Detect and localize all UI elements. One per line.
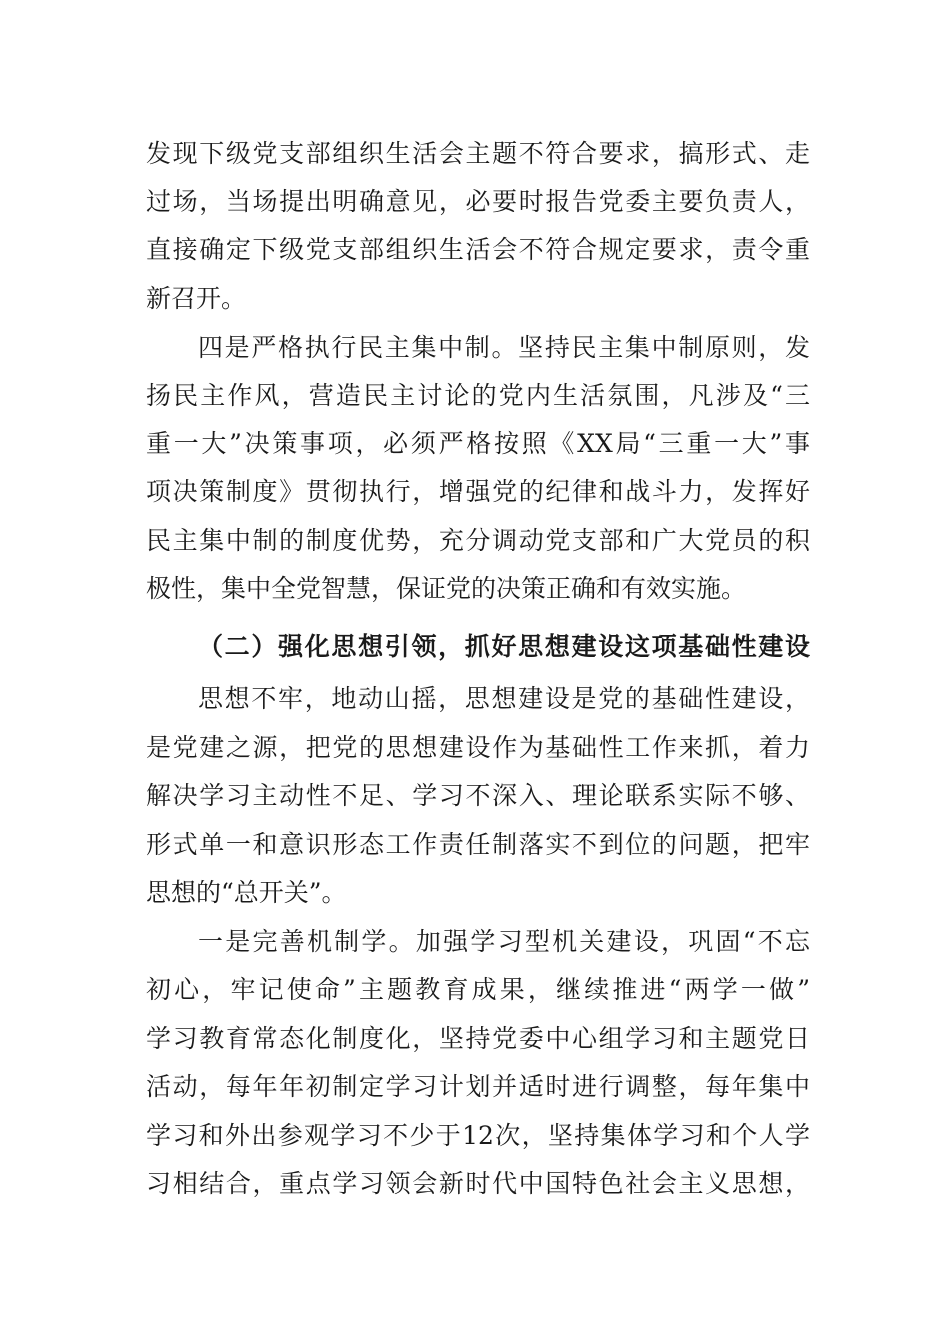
section-heading: （二）强化思想引领，抓好思想建设这项基础性建设 bbox=[198, 632, 810, 661]
text-line: 扬民主作风，营造民主讨论的党内生活氛围，凡涉及“三 bbox=[146, 381, 810, 410]
text-line: 习相结合，重点学习领会新时代中国特色社会主义思想， bbox=[146, 1169, 810, 1198]
text-line: 直接确定下级党支部组织生活会不符合规定要求，责令重 bbox=[146, 235, 810, 264]
text-line: 过场，当场提出明确意见，必要时报告党委主要负责人， bbox=[146, 187, 810, 216]
text-line: 解决学习主动性不足、学习不深入、理论联系实际不够、 bbox=[146, 781, 810, 810]
text-line: 是党建之源，把党的思想建设作为基础性工作来抓，着力 bbox=[146, 733, 810, 762]
text-line: 学习教育常态化制度化，坚持党委中心组学习和主题党日 bbox=[146, 1024, 810, 1053]
paragraph-first-line: 一是完善机制学。加强学习型机关建设，巩固“不忘 bbox=[198, 927, 810, 956]
text-line: 学习和外出参观学习不少于12次，坚持集体学习和个人学 bbox=[146, 1121, 810, 1150]
text-line: 项决策制度》贯彻执行，增强党的纪律和战斗力，发挥好 bbox=[146, 477, 810, 506]
text-line: 思想的“总开关”。 bbox=[146, 878, 347, 907]
text-line: 发现下级党支部组织生活会主题不符合要求，搞形式、走 bbox=[146, 139, 810, 168]
text-line: 初心，牢记使命”主题教育成果，继续推进“两学一做” bbox=[146, 975, 810, 1004]
paragraph-first-line: 四是严格执行民主集中制。坚持民主集中制原则，发 bbox=[198, 333, 810, 362]
text-line: 重一大”决策事项，必须严格按照《XX局“三重一大”事 bbox=[146, 429, 810, 458]
text-line: 新召开。 bbox=[146, 284, 247, 313]
text-line: 极性，集中全党智慧，保证党的决策正确和有效实施。 bbox=[146, 574, 747, 603]
text-line: 民主集中制的制度优势，充分调动党支部和广大党员的积 bbox=[146, 526, 810, 555]
paragraph-first-line: 思想不牢，地动山摇，思想建设是党的基础性建设， bbox=[198, 684, 810, 713]
text-line: 形式单一和意识形态工作责任制落实不到位的问题，把牢 bbox=[146, 830, 810, 859]
text-line: 活动，每年年初制定学习计划并适时进行调整，每年集中 bbox=[146, 1072, 810, 1101]
